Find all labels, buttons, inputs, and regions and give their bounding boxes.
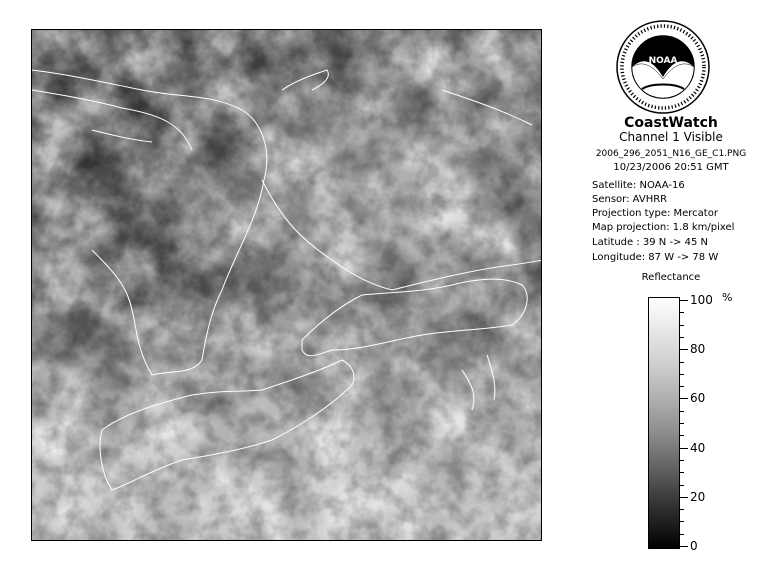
colorbar-tick bbox=[680, 460, 684, 461]
colorbar-tick bbox=[680, 398, 688, 399]
colorbar-tick bbox=[680, 521, 684, 522]
colorbar-tick-label: 20 bbox=[690, 490, 706, 504]
colorbar-tick bbox=[680, 349, 688, 350]
colorbar-tick bbox=[680, 435, 684, 436]
unit-label: % bbox=[722, 291, 733, 304]
colorbar-tick-label: 40 bbox=[690, 441, 706, 455]
filename-label: 2006_296_2051_N16_GE_C1.PNG bbox=[595, 149, 747, 159]
noaa-seal-icon bbox=[615, 19, 711, 115]
colorbar-tick bbox=[680, 423, 684, 424]
channel-label: Channel 1 Visible bbox=[619, 130, 723, 144]
reflectance-colorbar bbox=[648, 297, 680, 549]
satellite-image-svg bbox=[32, 30, 542, 541]
noaa-logo bbox=[615, 19, 711, 115]
sensor-label: Sensor: AVHRR bbox=[592, 194, 668, 205]
noaa-logo-text: NOAA bbox=[648, 56, 678, 66]
colorbar-tick bbox=[680, 411, 684, 412]
reflectance-label: Reflectance bbox=[641, 272, 701, 283]
colorbar-tick-label: 60 bbox=[690, 391, 706, 405]
colorbar-tick bbox=[680, 485, 684, 486]
colorbar-tick bbox=[680, 337, 684, 338]
datetime-label: 10/23/2006 20:51 GMT bbox=[613, 162, 729, 173]
colorbar-tick bbox=[680, 300, 688, 301]
latitude-label: Latitude : 39 N -> 45 N bbox=[592, 237, 708, 248]
colorbar-tick bbox=[680, 448, 688, 449]
satellite-label: Satellite: NOAA-16 bbox=[592, 180, 685, 191]
brand-title: CoastWatch bbox=[624, 115, 718, 131]
colorbar-tick bbox=[680, 386, 684, 387]
colorbar-tick bbox=[680, 497, 688, 498]
projection-type-label: Projection type: Mercator bbox=[592, 208, 718, 219]
map-projection-label: Map projection: 1.8 km/pixel bbox=[592, 222, 735, 233]
longitude-label: Longitude: 87 W -> 78 W bbox=[592, 252, 719, 263]
colorbar-tick bbox=[680, 472, 684, 473]
satellite-image bbox=[31, 29, 542, 541]
colorbar-tick bbox=[680, 534, 684, 535]
colorbar-tick-label: 100 bbox=[690, 293, 713, 307]
colorbar-tick bbox=[680, 509, 684, 510]
colorbar-tick bbox=[680, 312, 684, 313]
colorbar-tick-label: 80 bbox=[690, 342, 706, 356]
colorbar-tick-label: 0 bbox=[690, 539, 698, 553]
colorbar-tick bbox=[680, 374, 684, 375]
colorbar-tick bbox=[680, 546, 688, 547]
colorbar-tick bbox=[680, 362, 684, 363]
colorbar-tick bbox=[680, 325, 684, 326]
